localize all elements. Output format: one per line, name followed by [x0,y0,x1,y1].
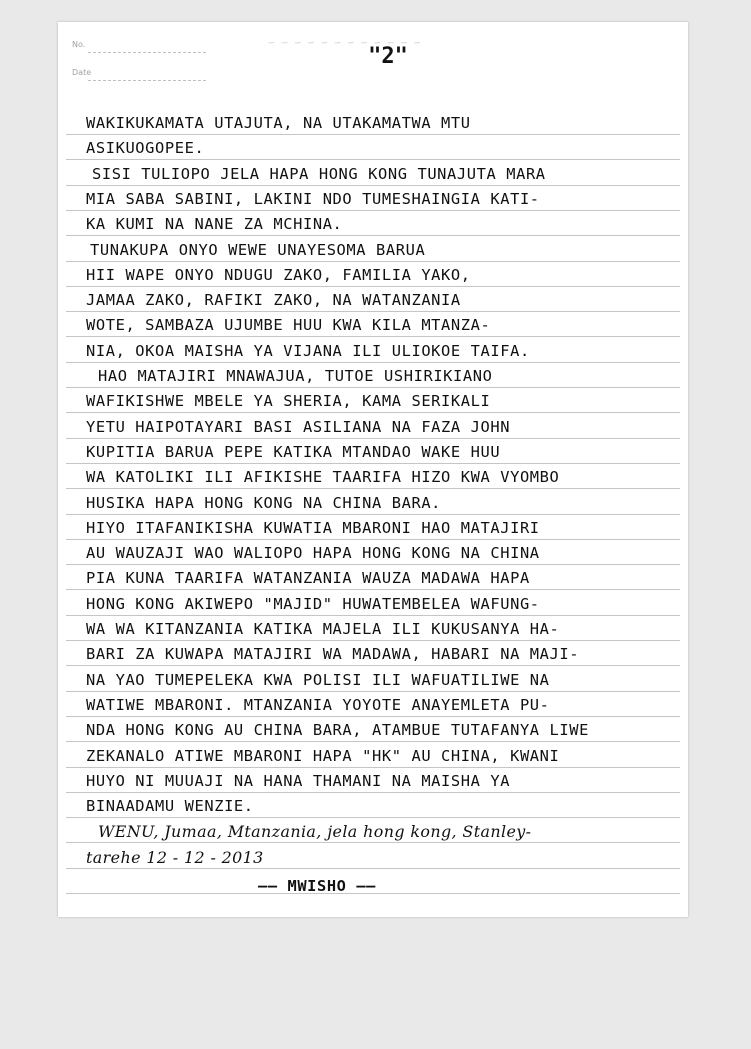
ruled-line [66,817,680,818]
ruled-line [66,235,680,236]
ruled-line [66,564,680,565]
ruled-line [66,311,680,312]
letter-line: KUPITIA BARUA PEPE KATIKA MTANDAO WAKE HUU [86,442,501,461]
letter-line: NIA, OKOA MAISHA YA VIJANA ILI ULIOKOE TAIFA. [86,341,530,360]
ruled-line [66,387,680,388]
letter-line: TUNAKUPA ONYO WEWE UNAYESOMA BARUA [90,240,426,259]
letter-line: BARI ZA KUWAPA MATAJIRI WA MADAWA, HABARI NA MAJI- [86,645,580,664]
letter-line: HONG KONG AKIWEPO "MAJID" HUWATEMBELEA WAFUNG- [86,594,540,613]
letter-line: WOTE, SAMBAZA UJUMBE HUU KWA KILA MTANZA- [86,316,491,335]
ruled-line [66,362,680,363]
date-line: tarehe 12 - 12 - 2013 [86,847,264,867]
ruled-line [66,463,680,464]
ruled-line [66,488,680,489]
letter-line: YETU HAIPOTAYARI BASI ASILIANA NA FAZA JOHN [86,417,511,436]
letter-line: AU WAUZAJI WAO WALIOPO HAPA HONG KONG NA CHINA [86,544,540,563]
letter-line: PIA KUNA TAARIFA WATANZANIA WAUZA MADAWA HAPA [86,569,530,588]
ruled-line [66,691,680,692]
letter-line: WAFIKISHWE MBELE YA SHERIA, KAMA SERIKALI [86,392,491,411]
letter-line: WA WA KITANZANIA KATIKA MAJELA ILI KUKUSANYA HA- [86,620,560,638]
ruled-line [66,792,680,793]
reverse-bleed-through: ~ ~ ~ ~ ~ ~ ~ ~ ~ ~ ~ ~ [268,36,421,49]
ruled-line [66,589,680,590]
ruled-line [66,665,680,666]
ruled-line [66,868,680,869]
letter-line: SISI TULIOPO JELA HAPA HONG KONG TUNAJUTA MARA [92,164,546,183]
letter-line: HII WAPE ONYO NDUGU ZAKO, FAMILIA YAKO, [86,265,471,284]
ruled-line [66,210,680,211]
letter-line: HUSIKA HAPA HONG KONG NA CHINA BARA. [86,493,442,512]
letter-line: NDA HONG KONG AU CHINA BARA, ATAMBUE TUTAFANYA LIWE [86,721,589,740]
letter-page [58,22,688,917]
ruled-line [66,514,680,515]
ruled-line [66,336,680,337]
ruled-line [66,716,680,717]
ruled-line [66,438,680,439]
signature-line: WENU, Jumaa, Mtanzania, jela hong kong, Stanley- [98,822,532,842]
no-field-line [88,52,206,53]
letter-line: HUYO NI MUUAJI NA HANA THAMANI NA MAISHA YA [86,771,511,790]
ruled-line [66,767,680,768]
letter-line: ZEKANALO ATIWE MBARONI HAPA "HK" AU CHINA, KWANI [86,746,560,765]
letter-line: HAO MATAJIRI MNAWAJUA, TUTOE USHIRIKIANO [98,367,493,385]
letter-line: MIA SABA SABINI, LAKINI NDO TUMESHAINGIA KATI- [86,189,540,208]
letter-line: KA KUMI NA NANE ZA MCHINA. [86,215,343,234]
end-mark: —— MWISHO —— [258,877,376,895]
ruled-line [66,615,680,616]
letter-line: JAMAA ZAKO, RAFIKI ZAKO, NA WATANZANIA [86,291,461,310]
ruled-line [66,134,680,135]
no-label: No. [72,40,86,49]
page-number: "2" [368,44,408,69]
ruled-line [66,286,680,287]
ruled-line [66,741,680,742]
letter-line: WA KATOLIKI ILI AFIKISHE TAARIFA HIZO KWA VYOMBO [86,468,560,487]
ruled-line [66,842,680,843]
ruled-line [66,412,680,413]
ruled-line [66,185,680,186]
letter-line: WAKIKUKAMATA UTAJUTA, NA UTAKAMATWA MTU [86,114,471,132]
ruled-line [66,539,680,540]
date-field-line [88,80,206,81]
letter-line: WATIWE MBARONI. MTANZANIA YOYOTE ANAYEMLETA PU- [86,695,550,714]
date-label: Date [72,68,92,77]
ruled-line [66,261,680,262]
ruled-line [66,159,680,160]
ruled-line [66,640,680,641]
letter-line: NA YAO TUMEPELEKA KWA POLISI ILI WAFUATILIWE NA [86,670,550,689]
letter-line: ASIKUOGOPEE. [86,139,205,158]
letter-line: HIYO ITAFANIKISHA KUWATIA MBARONI HAO MATAJIRI [86,518,540,537]
letter-line: BINAADAMU WENZIE. [86,797,254,816]
